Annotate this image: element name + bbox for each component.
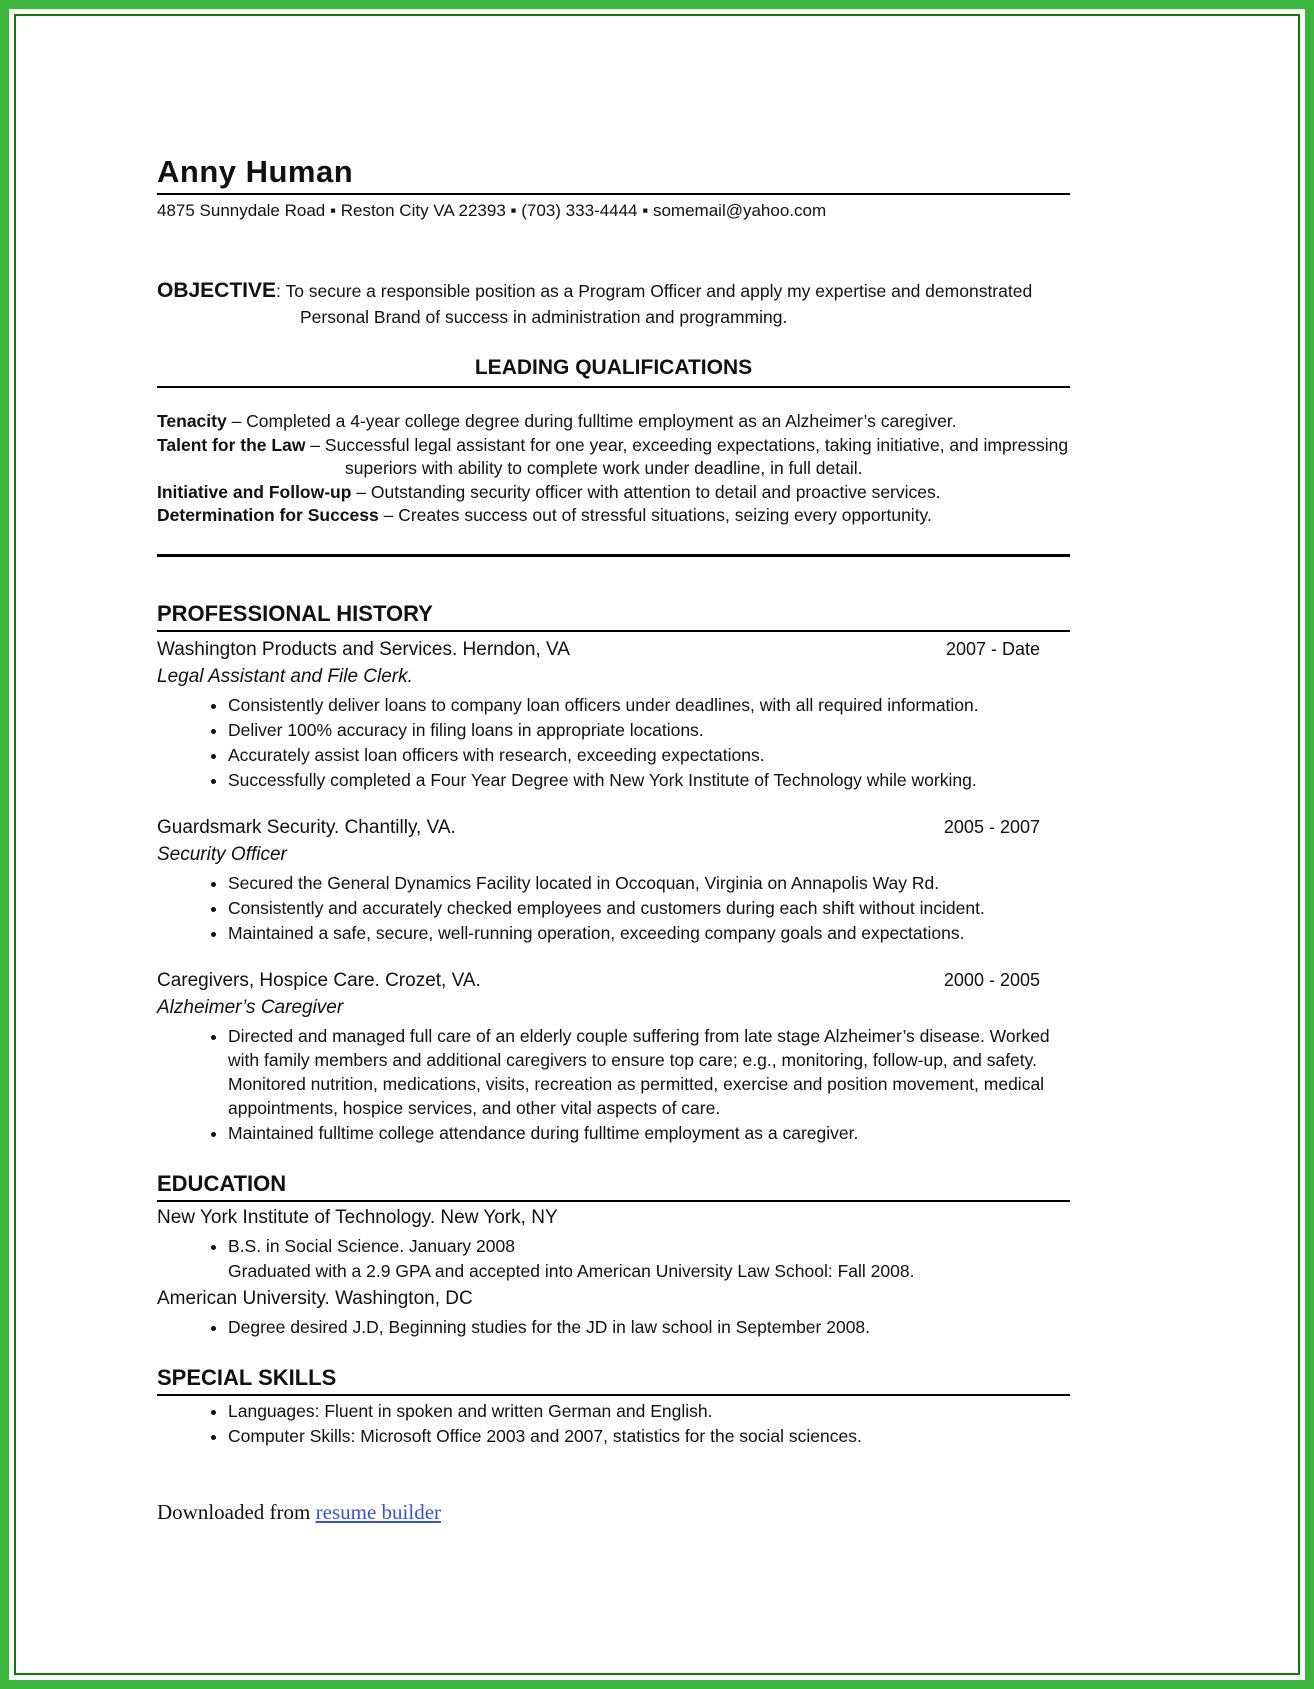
bullet-item: • Successfully completed a Four Year Degree with New York Institute of Technology while working. bbox=[228, 768, 1070, 792]
job-dates: 2000 - 2005 bbox=[943, 969, 1040, 990]
qualification-text: – Outstanding security officer with attention to detail and proactive services. bbox=[351, 481, 941, 502]
resume-content bbox=[157, 9, 1070, 1526]
bullet-item: • B.S. in Social Science. January 2008 bbox=[228, 1234, 1070, 1258]
qualification-item bbox=[157, 504, 1070, 528]
qualification-item bbox=[157, 434, 1070, 481]
objective-text: To secure a responsible position as a Program Officer and apply my expertise and demonstrated Personal Brand of success in administration and programming. bbox=[285, 281, 1033, 328]
qualification-text: – Successful legal assistant for one year, exceeding expectations, taking initiative, and impressing superiors with ability to complete work under deadline, in full detail. bbox=[305, 434, 1069, 479]
qualification-term: Determination for Success bbox=[157, 505, 379, 526]
job-title: Legal Assistant and File Clerk. bbox=[157, 665, 413, 687]
job-bullets bbox=[157, 693, 1070, 792]
job-header bbox=[157, 967, 1070, 994]
job-company: Washington Products and Services. Herndon, VA bbox=[157, 638, 570, 660]
bullet-item: • Consistently and accurately checked employees and customers during each shift without incident. bbox=[228, 896, 1070, 920]
job-header bbox=[157, 814, 1070, 841]
job-dates: 2005 - 2007 bbox=[943, 816, 1040, 837]
objective-label: OBJECTIVE bbox=[157, 279, 277, 303]
bullet-item: • Accurately assist loan officers with research, exceeding expectations. bbox=[228, 743, 1070, 767]
section-heading-professional-history: PROFESSIONAL HISTORY bbox=[157, 601, 1070, 632]
job-header bbox=[157, 636, 1070, 663]
bullet-item: • Consistently deliver loans to company loan officers under deadlines, with all required information. bbox=[228, 693, 1070, 717]
bullet-item: • Maintained fulltime college attendance during fulltime employment as a caregiver. bbox=[228, 1121, 1070, 1145]
resume-builder-link[interactable]: resume builder bbox=[315, 1499, 442, 1524]
objective-colon: : bbox=[276, 281, 286, 302]
bullet-item: • Deliver 100% accuracy in filing loans in appropriate locations. bbox=[228, 718, 1070, 742]
qualification-term: Tenacity bbox=[157, 411, 227, 432]
school-name: American University. Washington, DC bbox=[157, 1287, 473, 1309]
section-heading-leading-qualifications: LEADING QUALIFICATIONS bbox=[157, 356, 1070, 388]
job-entry bbox=[157, 814, 1070, 945]
school-name: New York Institute of Technology. New York, NY bbox=[157, 1206, 558, 1228]
section-divider bbox=[157, 554, 1070, 557]
job-title: Alzheimer’s Caregiver bbox=[157, 996, 344, 1018]
job-dates: 2007 - Date bbox=[945, 638, 1040, 659]
job-entry bbox=[157, 636, 1070, 792]
job-title: Security Officer bbox=[157, 843, 287, 865]
contact-line: 4875 Sunnydale Road ▪ Reston City VA 22393 ▪ (703) 333-4444 ▪ somemail@yahoo.com bbox=[157, 201, 827, 221]
section-heading-education: EDUCATION bbox=[157, 1171, 1070, 1202]
qualifications-list bbox=[157, 410, 1070, 528]
bullet-item: • Degree desired J.D, Beginning studies for the JD in law school in September 2008. bbox=[228, 1315, 1070, 1339]
job-bullets bbox=[157, 871, 1070, 945]
school-entry bbox=[157, 1286, 1070, 1339]
job-bullets bbox=[157, 1024, 1070, 1145]
bullet-item: • Secured the General Dynamics Facility located in Occoquan, Virginia on Annapolis Way Rd. bbox=[228, 871, 1070, 895]
job-entry bbox=[157, 967, 1070, 1145]
qualification-term: Talent for the Law bbox=[157, 434, 306, 455]
qualification-text: – Creates success out of stressful situations, seizing every opportunity. bbox=[378, 505, 932, 526]
education-bullets bbox=[157, 1315, 1070, 1339]
objective-section bbox=[157, 278, 1070, 330]
job-company: Caregivers, Hospice Care. Crozet, VA. bbox=[157, 969, 481, 991]
job-company: Guardsmark Security. Chantilly, VA. bbox=[157, 816, 456, 838]
school-entry bbox=[157, 1205, 1070, 1283]
download-credit bbox=[157, 1498, 1070, 1526]
footer-text: Downloaded from bbox=[157, 1499, 316, 1524]
skill-item: • Computer Skills: Microsoft Office 2003 and 2007, statistics for the social sciences. bbox=[228, 1424, 1070, 1448]
bullet-item: • Directed and managed full care of an elderly couple suffering from late stage Alzheimer’s disease. Worked with family members and additional caregivers to ensure top care; e.g., monitoring, follow-up, and safety. Monitored nutrition, medications, visits, recreation as permitted, exercise and position movement, medical appointments, hospice services, and other vital aspects of care. bbox=[228, 1024, 1070, 1120]
header-divider bbox=[157, 193, 1070, 195]
bullet-item: • Maintained a safe, secure, well-running operation, exceeding company goals and expectations. bbox=[228, 921, 1070, 945]
qualification-item bbox=[157, 410, 1070, 434]
section-heading-special-skills: SPECIAL SKILLS bbox=[157, 1365, 1070, 1396]
person-name: Anny Human bbox=[157, 154, 354, 189]
education-bullets bbox=[157, 1234, 1070, 1258]
qualification-term: Initiative and Follow-up bbox=[157, 481, 352, 502]
skills-list bbox=[157, 1399, 1070, 1448]
qualification-item bbox=[157, 481, 1070, 505]
skill-item: • Languages: Fluent in spoken and written German and English. bbox=[228, 1399, 1070, 1423]
graduation-note: Graduated with a 2.9 GPA and accepted into American University Law School: Fall 2008. bbox=[228, 1260, 915, 1281]
qualification-text: – Completed a 4-year college degree during fulltime employment as an Alzheimer’s caregiver. bbox=[226, 411, 957, 432]
